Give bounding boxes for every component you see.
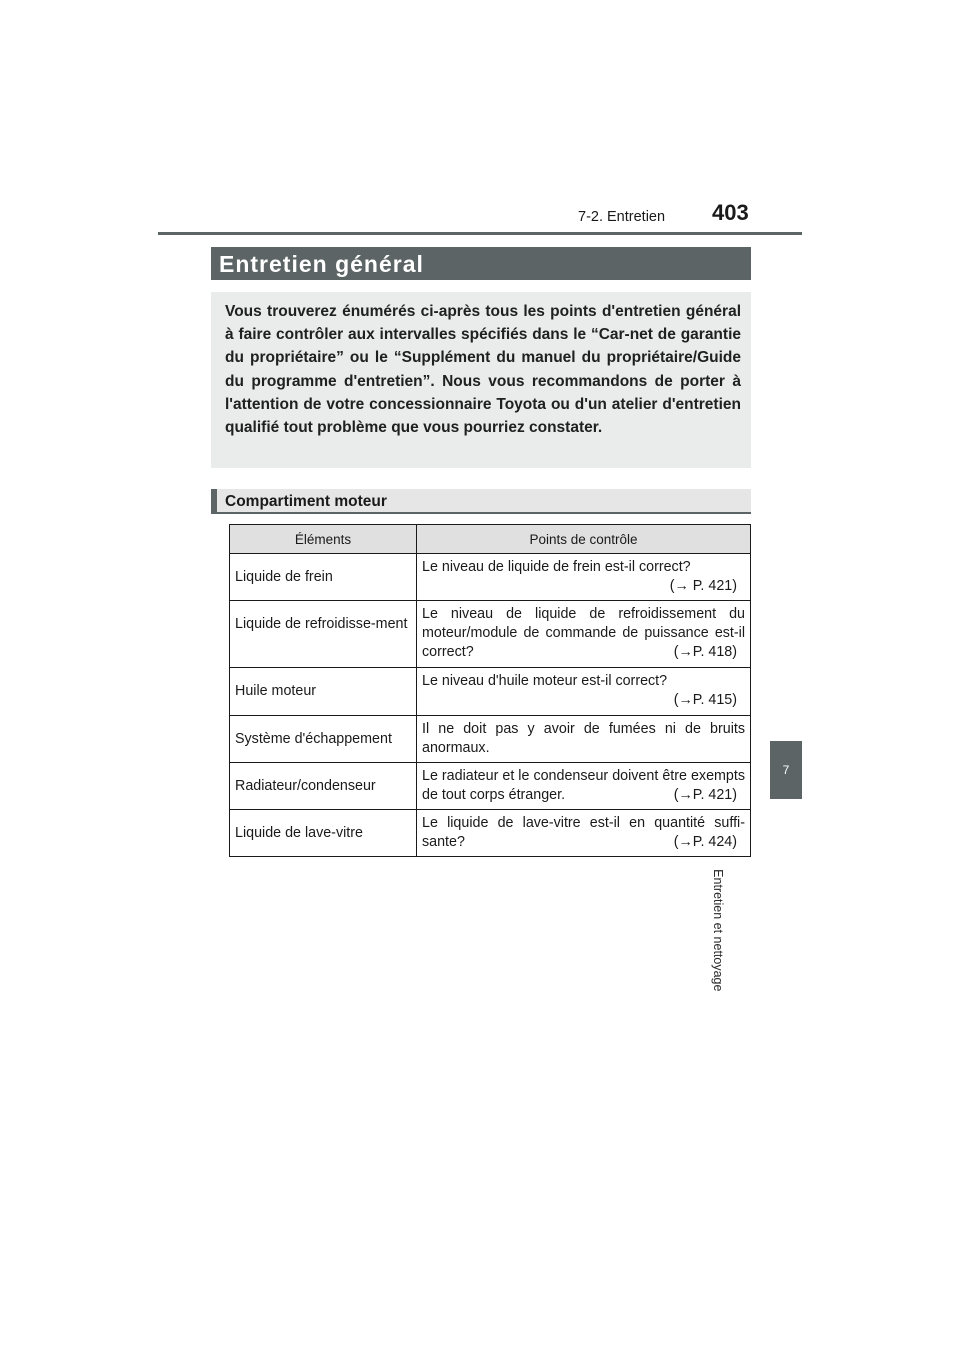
intro-text: Vous trouverez énumérés ci-après tous les points d'entretien général à faire contrôler aux intervalles spécifiés dans le “Car-net de garantie du propriétaire” ou le “Supplément du manuel du propriétaire/Guide du programme d'entretien”. Nous vous recommandons de porter à l'attention de votre concessionnaire Toyota ou d'un atelier d'entretien qualifié tout problème que vous pourriez constater. <box>225 303 741 437</box>
check-cell <box>417 554 751 601</box>
intro-box <box>211 292 751 468</box>
page-reference-link[interactable]: (→P. 421) <box>673 787 737 803</box>
item-cell: Liquide de lave-vitre <box>230 810 417 857</box>
check-cell <box>417 601 751 668</box>
chapter-tab[interactable]: 7 <box>770 741 802 799</box>
table-row <box>230 601 751 668</box>
check-text: Le niveau d'huile moteur est-il correct? <box>422 673 668 689</box>
check-cell <box>417 763 751 810</box>
page-reference-link[interactable]: (→P. 424) <box>673 834 737 850</box>
table-row <box>230 668 751 716</box>
item-cell: Liquide de frein <box>230 554 417 601</box>
subsection-marker <box>211 489 217 512</box>
section-label: 7-2. Entretien <box>578 209 666 225</box>
subsection-title: Compartiment moteur <box>225 493 387 510</box>
page-reference-link[interactable]: (→P. 418) <box>673 644 737 660</box>
header-rule <box>158 232 802 235</box>
check-cell <box>417 668 751 716</box>
item-cell: Liquide de refroidisse-ment <box>230 601 417 668</box>
column-header-items: Éléments <box>230 525 417 554</box>
maintenance-table <box>229 524 751 857</box>
table-row <box>230 554 751 601</box>
check-text: Le niveau de liquide de frein est-il correct? <box>422 559 691 575</box>
table-row <box>230 716 751 763</box>
page-reference-link[interactable]: (→P. 415) <box>673 692 737 708</box>
check-text: Il ne doit pas y avoir de fumées ni de bruits anormaux. <box>422 721 745 756</box>
check-text: Le niveau de liquide de refroidissement du moteur/module de commande de puissance est-il correct? <box>422 606 745 660</box>
page-title: Entretien général <box>211 247 751 280</box>
table-row <box>230 810 751 857</box>
check-text: Le liquide de lave-vitre est-il en quantité suffi-sante? <box>422 815 745 850</box>
table-row <box>230 763 751 810</box>
item-cell: Système d'échappement <box>230 716 417 763</box>
item-cell: Radiateur/condenseur <box>230 763 417 810</box>
check-text: Le radiateur et le condenseur doivent être exempts de tout corps étranger. <box>422 768 745 803</box>
table-header-row <box>230 525 751 554</box>
check-cell <box>417 716 751 763</box>
page-number: 403 <box>712 200 749 225</box>
chapter-side-title: Entretien et nettoyage <box>710 869 725 992</box>
column-header-checks: Points de contrôle <box>417 525 751 554</box>
page-reference-link[interactable]: (→ P. 421) <box>669 578 737 594</box>
subsection-heading <box>211 489 751 514</box>
item-cell: Huile moteur <box>230 668 417 716</box>
check-cell <box>417 810 751 857</box>
